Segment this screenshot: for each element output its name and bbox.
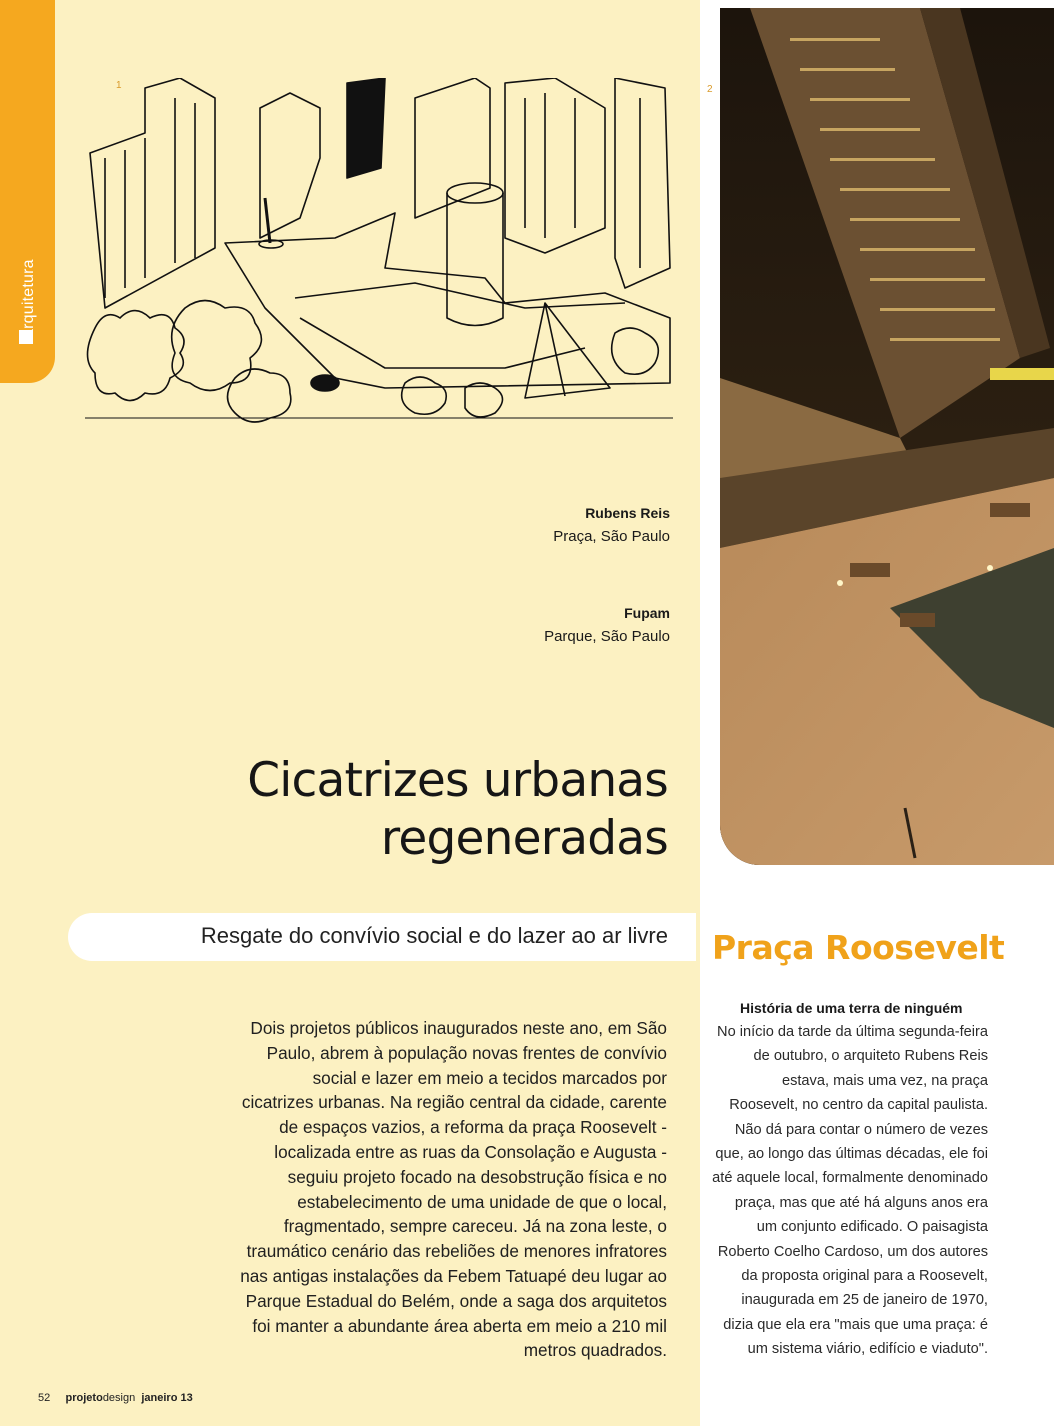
credit-architect-name: Fupam bbox=[624, 605, 670, 621]
credit-block bbox=[553, 502, 670, 548]
headline-line-1: Cicatrizes urbanas bbox=[247, 753, 668, 808]
magazine-name-rest: design bbox=[102, 1392, 136, 1404]
page-subtitle: Resgate do convívio social e do lazer ao ar livre bbox=[200, 923, 668, 948]
credit-project: Praça, São Paulo bbox=[553, 528, 670, 545]
figure-number-2: 2 bbox=[707, 84, 713, 95]
credit-project: Parque, São Paulo bbox=[544, 628, 670, 645]
headline-line-2: regeneradas bbox=[380, 811, 668, 866]
credit-architect-name: Rubens Reis bbox=[585, 505, 670, 521]
section-label: arquitetura bbox=[20, 259, 37, 338]
figure-number-1: 1 bbox=[116, 80, 122, 91]
page-footer bbox=[38, 1392, 193, 1404]
issue-date: janeiro 13 bbox=[141, 1392, 193, 1404]
page-headline bbox=[130, 752, 668, 868]
architectural-sketch-image bbox=[85, 78, 673, 433]
page-number: 52 bbox=[38, 1392, 51, 1404]
article-body: No início da tarde da última segunda-feira de outubro, o arquiteto Rubens Reis estava, mais uma vez, na praça Roosevelt, no centro da capital paulista. Não dá para contar o número de vezes que, ao longo das últimas décadas, ele foi até aquele local, formalmente denominado praça, mas que até há alguns anos era um conjunto edificado. O paisagista Roberto Coelho Cardoso, um dos autores da proposta original para a Roosevelt, inaugurada em 25 de janeiro de 1970, dizia que ela era "mais que uma praça: é um sistema viário, edifício e viaduto". bbox=[712, 1024, 988, 1358]
article-title: Praça Roosevelt bbox=[712, 928, 1005, 967]
credit-block bbox=[544, 602, 670, 648]
article-subhead: História de uma terra de ninguém bbox=[740, 1000, 963, 1016]
night-plaza-photo bbox=[720, 8, 1054, 865]
lead-paragraph: Dois projetos públicos inaugurados neste ano, em São Paulo, abrem à população novas frentes de convívio social e lazer em meio a tecidos marcados por cicatrizes urbanas. Na região central da cidade, carente de espaços vazios, a reforma da praça Roosevelt - localizada entre as ruas da Consolação e Augusta - seguiu projeto focado na desobstrução física e no estabelecimento de uma unidade de que o local, fragmentado, sempre careceu. Já na zona leste, o traumático cenário das rebeliões de menores infratores nas antigas instalações da Febem Tatuapé deu lugar ao Parque Estadual do Belém, onde a saga dos arquitetos foi manter a abundante área aberta em meio a 210 mil metros quadrados. bbox=[240, 1018, 667, 1361]
magazine-name-bold: projeto bbox=[65, 1392, 103, 1404]
